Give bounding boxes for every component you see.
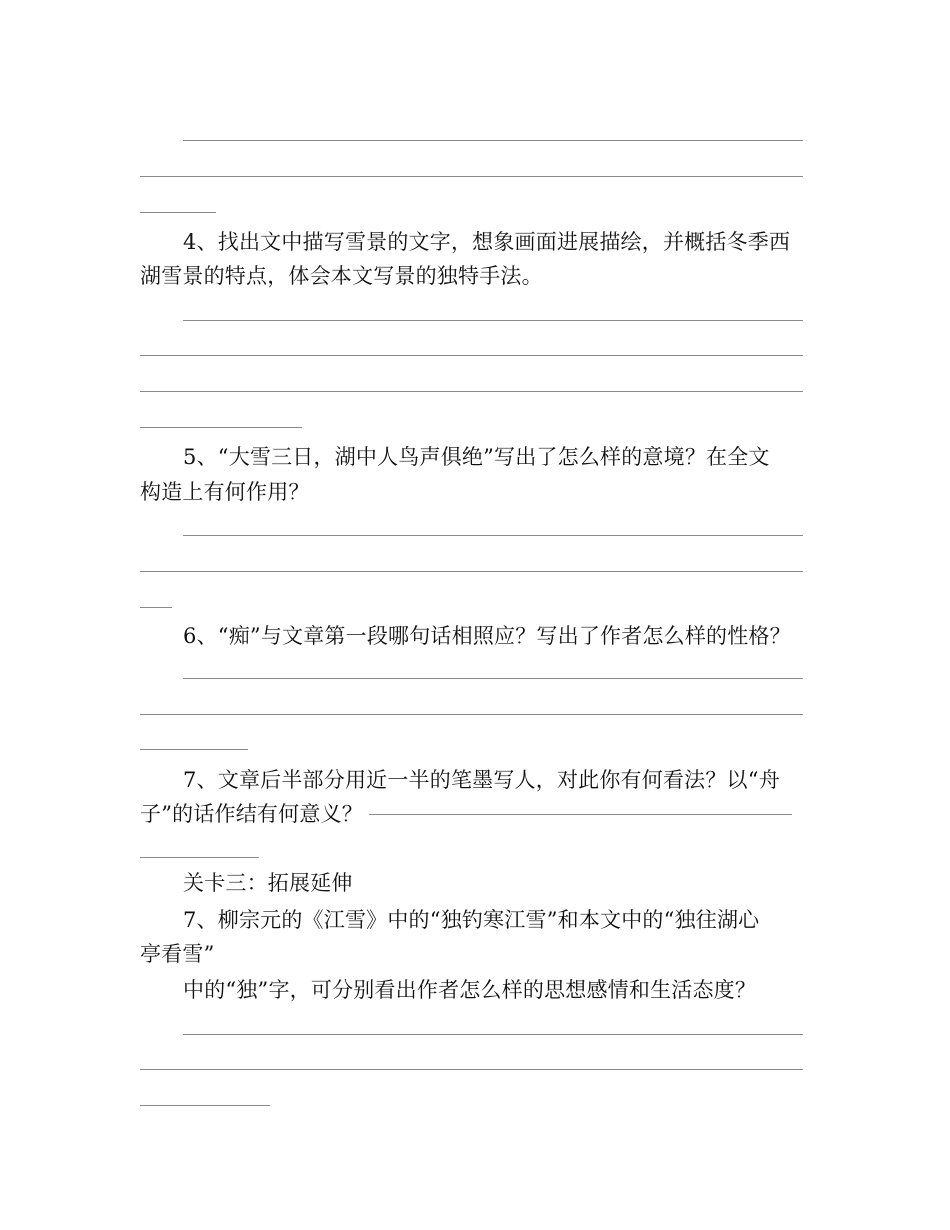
question-7a-line-2-text: 子”的话作结有何意义？: [140, 802, 363, 826]
answer-line: [140, 857, 259, 858]
answer-line: [140, 176, 803, 177]
answer-line: [140, 607, 172, 608]
question-7b-line-1: 7、柳宗元的《江雪》中的“独钓寒江雪”和本文中的“独往湖心: [183, 908, 760, 932]
answer-line: [140, 714, 803, 715]
answer-line: [140, 355, 803, 356]
question-7a-line-1: 7、文章后半部分用近一半的笔墨写人，对此你有何看法？以“舟: [183, 768, 780, 792]
question-5-line-2: 构造上有何作用？: [140, 480, 310, 504]
answer-line: [183, 678, 803, 679]
question-7a-line-2: [140, 797, 792, 831]
question-7b-line-2: 亭看雪”: [140, 942, 215, 966]
answer-line: [140, 1069, 803, 1070]
answer-line: [140, 749, 248, 750]
answer-line: [183, 140, 803, 141]
answer-line: [183, 320, 803, 321]
answer-line: [140, 1105, 270, 1106]
question-6-line-1: 6、“痴”与文章第一段哪句话相照应？写出了作者怎么样的性格？: [183, 624, 791, 648]
answer-line: [140, 212, 216, 213]
question-7b-line-3: 中的“独”字，可分别看出作者怎么样的思想感情和生活态度？: [183, 978, 757, 1002]
answer-line: [183, 535, 803, 536]
question-5-line-1: 5、“大雪三日，湖中人鸟声俱绝”写出了怎么样的意境？在全文: [183, 445, 770, 469]
answer-line: [369, 814, 792, 815]
answer-line: [140, 391, 803, 392]
answer-line: [183, 1034, 803, 1035]
question-4-line-1: 4、找出文中描写雪景的文字，想象画面进展描绘，并概括冬季西: [183, 230, 791, 254]
answer-line: [140, 571, 803, 572]
question-4-line-2: 湖雪景的特点，体会本文写景的独特手法。: [140, 264, 543, 288]
answer-line: [140, 427, 302, 428]
section-title: 关卡三：拓展延伸: [183, 871, 353, 895]
